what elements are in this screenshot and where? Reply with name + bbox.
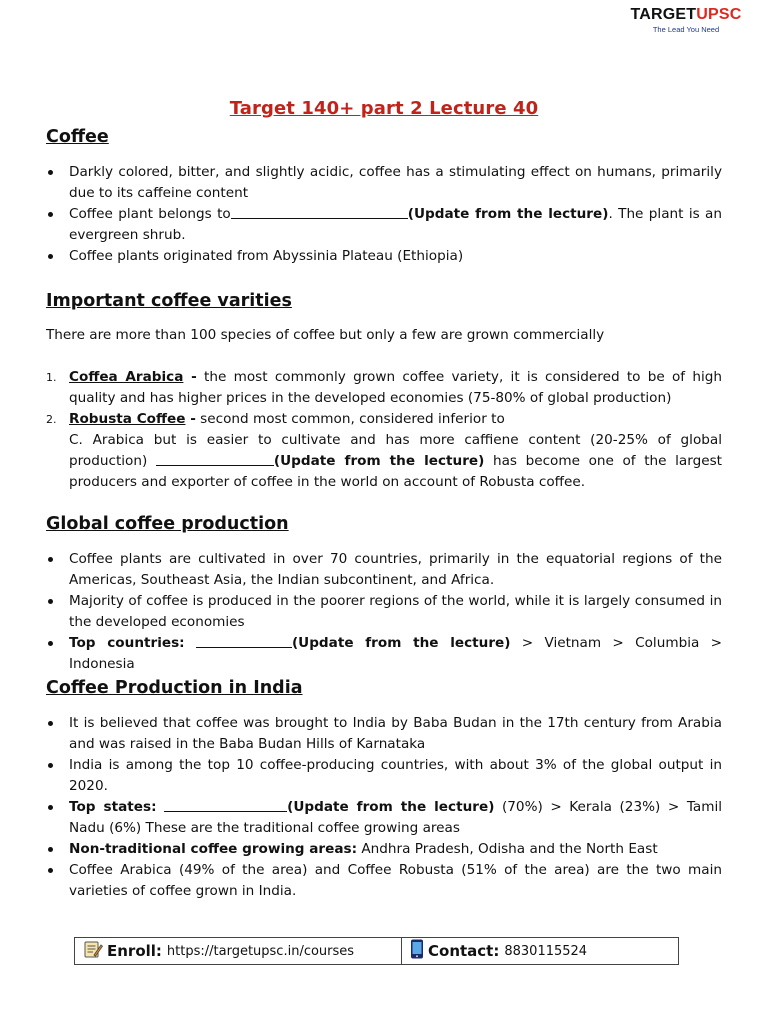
item-text: the most commonly grown coffee variety, it is considered to be of high quality and has higher prices in the developed economies (75-80% of global production) [69,369,722,406]
list-item [46,713,722,755]
bullet-label: Top countries: [69,635,185,651]
list-item [46,797,722,839]
bullet-text: Coffee plant belongs to [69,206,231,222]
footer-contact-bar [74,937,679,965]
bullet-text: Coffee plants originated from Abyssinia Plateau (Ethiopia) [69,248,464,264]
list-item [46,162,722,204]
coffee-bullet-list [46,162,722,267]
section-heading-coffee: Coffee [46,127,109,147]
update-note: (Update from the lecture) [407,206,609,222]
list-item [46,549,722,591]
update-note: (Update from the lecture) [291,635,511,651]
bullet-text: Majority of coffee is produced in the poorer regions of the world, while it is largely consumed in the developed economies [69,593,722,630]
fill-in-blank [196,634,292,648]
contact-number[interactable]: 8830115524 [504,943,588,959]
fill-in-blank [231,205,408,219]
update-note: (Update from the lecture) [287,799,495,815]
bullet-label: Top states: [69,799,157,815]
varieties-intro: There are more than 100 species of coffee but only a few are grown commercially [46,327,605,343]
notepad-pen-icon [83,939,103,963]
bullet-text: (70%) > Kerala (23%) > Tamil Nadu (6%) These are the traditional coffee growing areas [69,799,723,836]
footer-contact [402,938,678,964]
page-title: Target 140+ part 2 Lecture 40 [229,98,539,119]
logo-brand-b: UPSC [696,6,742,23]
list-item [46,204,722,246]
fill-in-blank [156,452,274,466]
fill-in-blank [164,798,287,812]
variety-name: Robusta Coffee [69,411,186,427]
list-item [46,755,722,797]
list-number: 1. [46,371,57,384]
section-heading-varieties: Important coffee varities [46,291,292,311]
list-item [46,367,722,409]
item-text: second most common, considered inferior to [195,411,505,427]
section-heading-india: Coffee Production in India [46,678,303,698]
item-text: C. Arabica but is easier to cultivate and has more caffiene content (20-25% of global production) [69,432,722,469]
logo-tagline: The Lead You Need [652,25,720,34]
section-heading-global: Global coffee production [46,514,289,534]
bullet-text: . The plant is an evergreen shrub. [69,206,723,243]
list-item [46,860,722,902]
bullet-text: It is believed that coffee was brought to India by Baba Budan in the 17th century from Arabia and was raised in the Baba Budan Hills of Karnataka [69,715,722,752]
global-bullet-list [46,549,722,675]
bullet-text: Coffee Arabica (49% of the area) and Coffee Robusta (51% of the area) are the two main varieties of coffee grown in India. [69,862,722,899]
bullet-label: Non-traditional coffee growing areas: [69,841,358,857]
variety-name: Coffea Arabica [69,369,184,385]
india-bullet-list [46,713,722,902]
dash: - [183,369,197,385]
mobile-phone-icon [410,939,424,963]
dash: - [185,411,196,427]
list-number: 2. [46,413,57,426]
list-item [46,633,722,675]
list-item [46,246,722,267]
varieties-numbered-list [46,367,722,493]
list-item [46,409,722,493]
bullet-text: Andhra Pradesh, Odisha and the North East [357,841,658,857]
footer-enroll [75,938,402,964]
update-note: (Update from the lecture) [273,453,485,469]
list-item [46,839,722,860]
bullet-text: India is among the top 10 coffee-producing countries, with about 3% of the global output in 2020. [69,757,722,794]
enroll-label: Enroll: [107,942,162,960]
bullet-text: > Vietnam > Columbia > Indonesia [69,635,722,672]
logo-brand-a: TARGET [630,6,697,23]
list-item [46,591,722,633]
contact-label: Contact: [428,942,500,960]
bullet-text: Darkly colored, bitter, and slightly acidic, coffee has a stimulating effect on humans, primarily due to its caffeine content [69,164,722,201]
bullet-text: Coffee plants are cultivated in over 70 countries, primarily in the equatorial regions of the Americas, Southeast Asia, the Indian subcontinent, and Africa. [69,551,722,588]
brand-logo [630,6,742,34]
enroll-link[interactable]: https://targetupsc.in/courses [166,943,355,959]
logo-wordmark [630,6,742,24]
item-text: has become one of the largest producers and exporter of coffee in the world on account of Robusta coffee. [69,453,722,490]
